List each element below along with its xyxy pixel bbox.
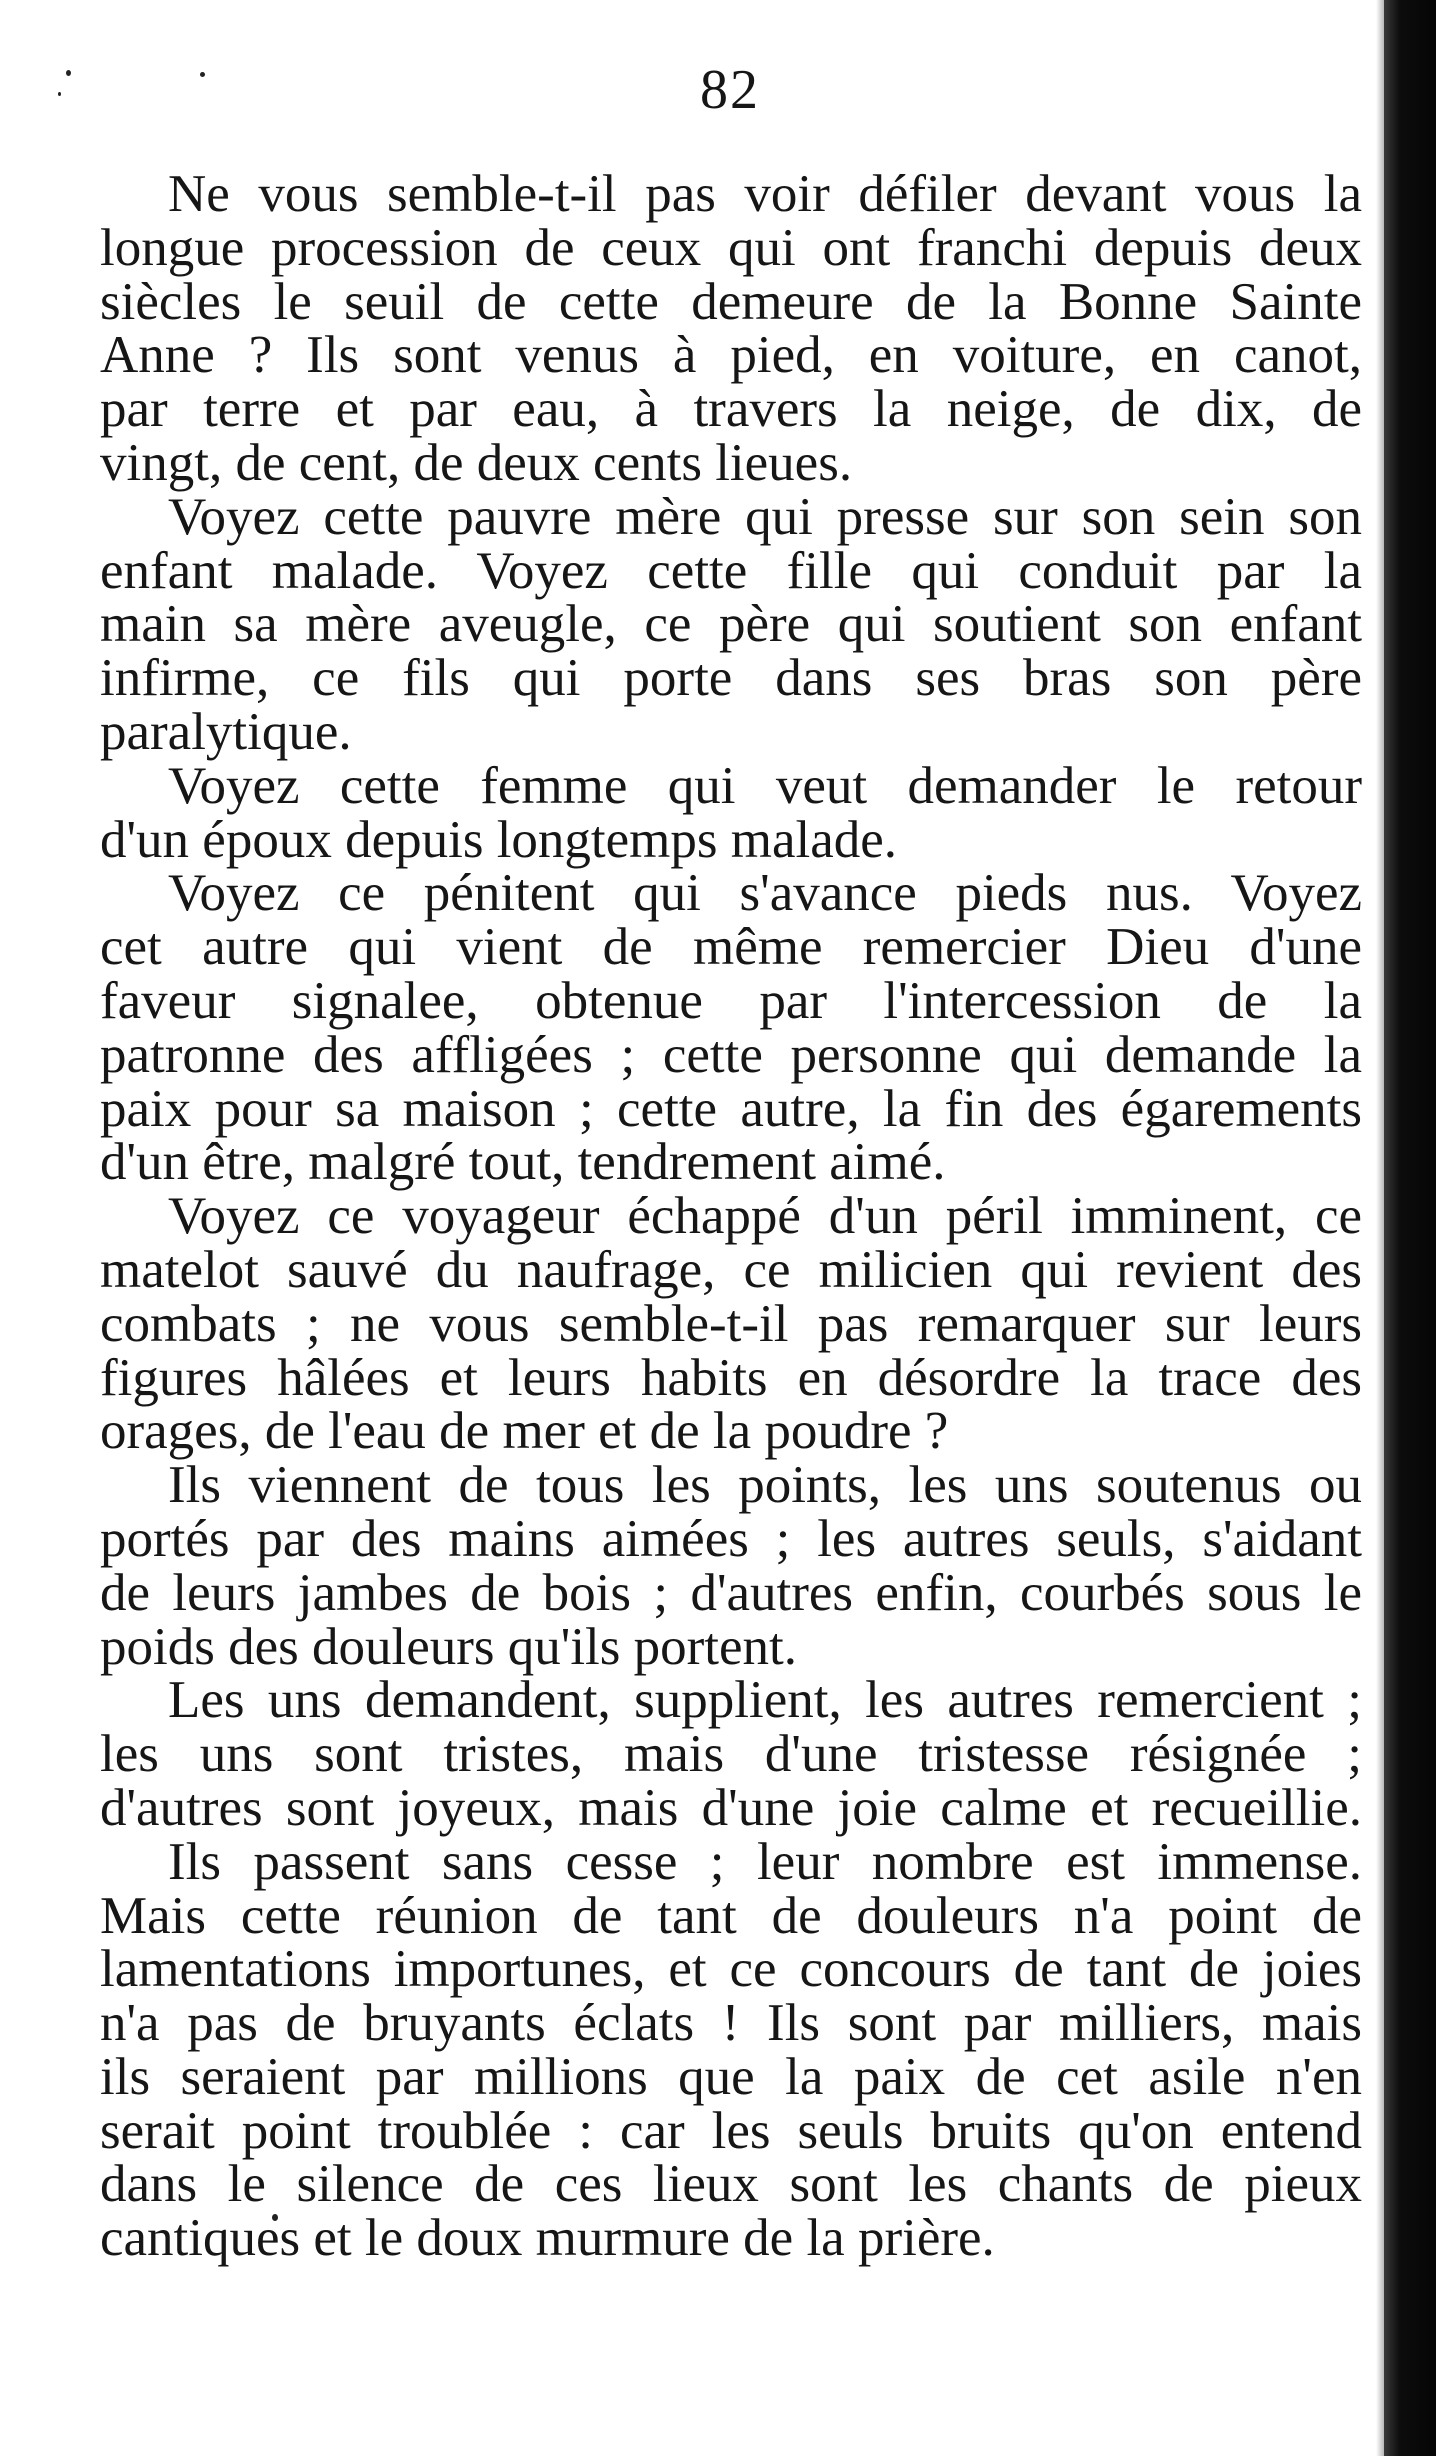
text-line: ils seraient par millions que la paix de cet asile n'en [100,2047,1362,2106]
text-line: d'un époux depuis longtemps malade. [100,810,898,869]
ink-speck [66,70,71,76]
text-line: Ils viennent de tous les points, les uns soutenus ou [168,1456,1362,1515]
text-line: cet autre qui vient de même remercier Dieu d'une [100,918,1362,977]
text-line: figures hâlées et leurs habits en désordre la trace des [100,1348,1362,1407]
text-line: cantiques et le doux murmure de la prière. [100,2209,995,2268]
text-line: Anne ? Ils sont venus à pied, en voiture, en canot, [100,326,1362,385]
text-line: d'un être, malgré tout, tendrement aimé. [100,1133,946,1192]
text-line: patronne des affligées ; cette personne qui demande la [100,1025,1362,1084]
text-line: de leurs jambes de bois ; d'autres enfin, courbés sous le [100,1563,1362,1622]
text-line: longue procession de ceux qui ont franchi depuis deux [100,218,1362,277]
text-line: dans le silence de ces lieux sont les chants de pieux [100,2155,1362,2214]
text-line: main sa mère aveugle, ce père qui soutient son enfant [100,595,1362,654]
text-line: combats ; ne vous semble-t-il pas remarquer sur leurs [100,1294,1362,1353]
text-line: portés par des mains aimées ; les autres seuls, s'aidant [100,1509,1362,1568]
text-line: Voyez ce pénitent qui s'avance pieds nus. Voyez [168,864,1362,923]
text-line: poids des douleurs qu'ils portent. [100,1617,798,1676]
text-line: Voyez cette pauvre mère qui presse sur son sein son [168,487,1362,546]
text-line: par terre et par eau, à travers la neige, de dix, de [100,380,1362,439]
text-line: n'a pas de bruyants éclats ! Ils sont par milliers, mais [100,1994,1362,2053]
text-line: lamentations importunes, et ce concours de tant de joies [100,1940,1362,1999]
text-line: Voyez cette femme qui veut demander le retour [168,756,1362,815]
text-line: Les uns demandent, supplient, les autres remercient ; [168,1671,1362,1730]
text-line: faveur signalee, obtenue par l'intercession de la [100,971,1362,1030]
text-line: paralytique. [100,702,352,761]
text-line: enfant malade. Voyez cette fille qui conduit par la [100,541,1362,600]
text-line: infirme, ce fils qui porte dans ses bras son père [100,649,1362,708]
ink-speck [200,72,205,77]
text-line: vingt, de cent, de deux cents lieues. [100,433,853,492]
text-line: matelot sauvé du naufrage, ce milicien qui revient des [100,1240,1362,1299]
text-line: d'autres sont joyeux, mais d'une joie calme et recueillie. [100,1778,1362,1837]
text-line: les uns sont tristes, mais d'une tristesse résignée ; [100,1725,1362,1784]
ink-speck [58,92,61,96]
body-text [100,165,1362,2268]
text-line: siècles le seuil de cette demeure de la Bonne Sainte [100,272,1362,331]
text-line: Voyez ce voyageur échappé d'un péril imminent, ce [168,1187,1362,1246]
text-line: Ils passent sans cesse ; leur nombre est immense. [168,1832,1362,1891]
book-gutter [1384,0,1436,2456]
text-line: orages, de l'eau de mer et de la poudre ? [100,1402,949,1461]
text-line: paix pour sa maison ; cette autre, la fin des égarements [100,1079,1362,1138]
text-line: Ne vous semble-t-il pas voir défiler devant vous la [168,165,1362,223]
text-line: Mais cette réunion de tant de douleurs n'a point de [100,1886,1362,1945]
text-line: serait point troublée : car les seuls bruits qu'on entend [100,2101,1362,2160]
page-number: 82 [700,59,760,121]
